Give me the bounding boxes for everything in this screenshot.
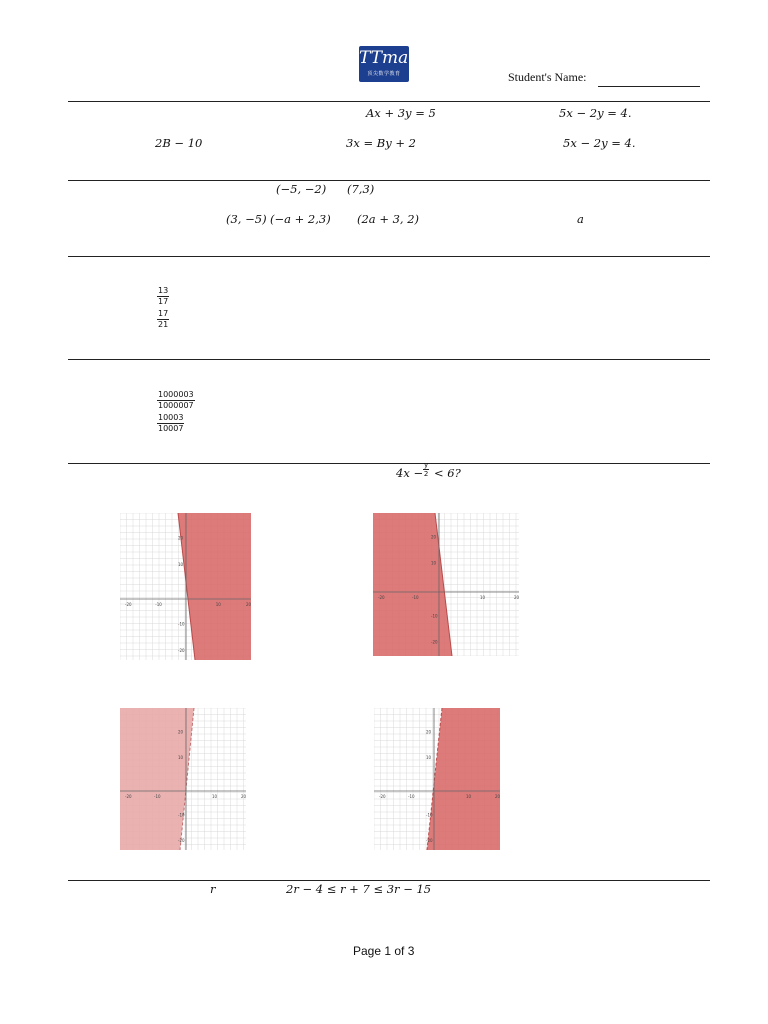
graph-b-shaded-region [373, 513, 452, 656]
logo [359, 46, 427, 82]
q2-point-5: (2a + 3, 2) [357, 212, 420, 226]
divider-5 [68, 463, 710, 464]
q2-point-4: (−a + 2,3) [270, 212, 331, 226]
x-tick-label: 10 [466, 794, 472, 799]
x-tick-label: 10 [215, 602, 221, 607]
y-tick-label: 20 [431, 534, 437, 540]
q2-point-2: (7,3) [347, 182, 375, 196]
y-tick-label: 10 [426, 755, 432, 761]
y-tick-label: -10 [426, 812, 433, 818]
y-tick-label: -20 [178, 647, 185, 653]
graph-a [120, 513, 251, 660]
q4-fraction-1-numerator: 1000003 [158, 390, 194, 399]
y-tick-label: 20 [178, 535, 184, 541]
q2-variable: a [577, 212, 584, 226]
q4-fraction-2-numerator: 10003 [158, 413, 184, 422]
x-tick-label: -10 [408, 794, 415, 799]
q3-fraction-1 [157, 286, 169, 307]
q5-inequality-denominator: 2 [423, 470, 429, 478]
q4-fraction-1-denominator: 1000007 [158, 401, 194, 410]
y-tick-label: 10 [431, 560, 437, 566]
q2-point-3: (3, −5) [226, 212, 267, 226]
divider-2 [68, 180, 710, 181]
graph-b-svg [373, 513, 519, 656]
q3-fraction-1-numerator: 13 [158, 286, 169, 295]
x-tick-label: -20 [378, 595, 385, 600]
y-tick-label: -10 [431, 613, 438, 619]
q3-fraction-2-numerator: 17 [158, 309, 169, 318]
x-tick-label: 20 [241, 794, 246, 799]
q5-inequality-post: < 6? [434, 466, 461, 480]
q6-inequality: 2r − 4 ≤ r + 7 ≤ 3r − 15 [286, 882, 432, 896]
x-tick-label: -20 [125, 602, 132, 607]
graph-d-shaded-region [427, 708, 500, 850]
x-tick-label: -10 [155, 602, 162, 607]
x-tick-label: 20 [246, 602, 251, 607]
q5-inequality-fraction [423, 461, 429, 478]
logo-main: TTmath [359, 48, 427, 68]
x-tick-label: -10 [154, 794, 161, 799]
x-tick-label: -20 [379, 794, 386, 799]
x-tick-label: 10 [480, 595, 486, 600]
q1-equation-b2: 5x − 2y = 4. [563, 136, 636, 150]
y-tick-label: -10 [178, 812, 185, 818]
divider-4 [68, 359, 710, 360]
graph-a-svg [120, 513, 251, 660]
q4-fraction-1 [157, 390, 195, 411]
q4-fraction-2 [157, 413, 184, 434]
y-tick-label: -20 [426, 838, 433, 844]
graph-a-shaded-region [178, 513, 251, 660]
y-tick-label: -20 [178, 838, 185, 844]
graph-b [373, 513, 519, 656]
q2-point-1: (−5, −2) [276, 182, 327, 196]
y-tick-label: 10 [178, 755, 184, 761]
q5-inequality-pre: 4x − [396, 466, 424, 480]
graph-d-svg [374, 708, 500, 850]
student-name-label: Student's Name: [508, 70, 587, 84]
divider-1 [68, 101, 710, 102]
graph-d [374, 708, 500, 850]
q6-variable: r [210, 882, 216, 896]
q3-fraction-2-denominator: 21 [158, 320, 169, 329]
logo-sub: 顶尖数学教育 [367, 71, 401, 77]
y-tick-label: -20 [431, 639, 438, 645]
x-tick-label: -20 [125, 794, 132, 799]
y-tick-label: 20 [426, 729, 432, 735]
q5-inequality-numerator: y [424, 461, 429, 469]
q3-fraction-1-denominator: 17 [158, 297, 169, 306]
divider-3 [68, 256, 710, 257]
divider-6 [68, 880, 710, 881]
graph-c-svg [120, 708, 246, 850]
y-tick-label: 10 [178, 561, 184, 567]
y-tick-label: 20 [178, 729, 184, 735]
page-number: Page 1 of 3 [353, 944, 415, 958]
q3-fraction-2 [157, 309, 169, 330]
q4-fraction-2-denominator: 10007 [158, 424, 184, 433]
x-tick-label: 20 [514, 595, 519, 600]
q1-equation-b: 3x = By + 2 [346, 136, 416, 150]
q1-equation-a: Ax + 3y = 5 [366, 106, 436, 120]
y-tick-label: -10 [178, 621, 185, 627]
x-tick-label: 10 [212, 794, 218, 799]
x-tick-label: 20 [495, 794, 500, 799]
graph-c [120, 708, 246, 850]
q1-expression: 2B − 10 [155, 136, 203, 150]
x-tick-label: -10 [412, 595, 419, 600]
student-name-field-line [598, 86, 700, 87]
q1-equation-a2: 5x − 2y = 4. [559, 106, 632, 120]
